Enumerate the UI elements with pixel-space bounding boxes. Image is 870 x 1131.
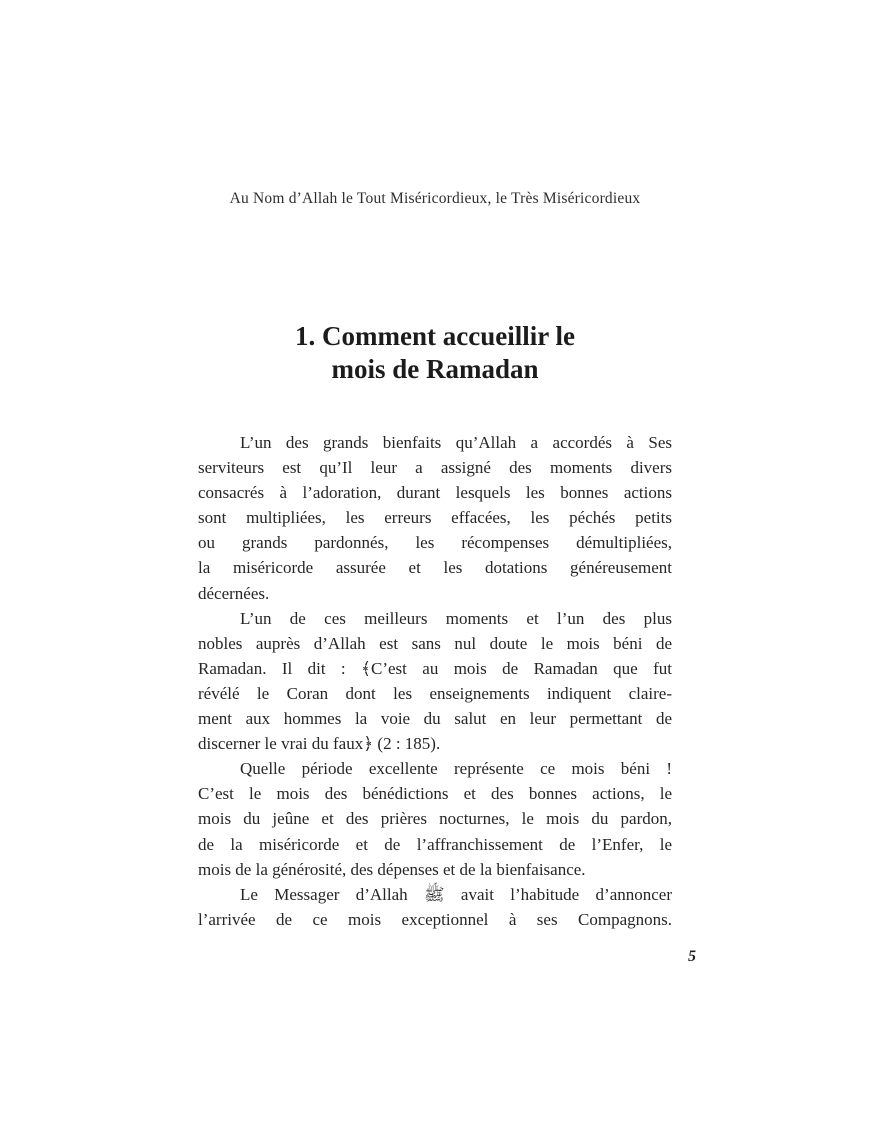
body-line: Ramadan. Il dit : ﴾C’est au mois de Ramadan que fut [198, 658, 672, 678]
page-number: 5 [688, 948, 696, 965]
body-line: la miséricorde assurée et les dotations généreusement [198, 558, 672, 578]
body-line: Quelle période excellente représente ce mois béni ! [240, 759, 672, 779]
body-line: sont multipliées, les erreurs effacées, les péchés petits [198, 508, 672, 528]
body-line: de la miséricorde et de l’affranchissement de l’Enfer, le [198, 834, 672, 854]
body-line: discerner le vrai du faux﴿ (2 : 185). [198, 734, 441, 754]
body-line: décernées. [198, 583, 270, 603]
body-line: serviteurs est qu’Il leur a assigné des moments divers [198, 458, 672, 478]
body-line: révélé le Coran dont les enseignements indiquent claire- [198, 683, 672, 703]
body-line: L’un de ces meilleurs moments et l’un des plus [240, 608, 672, 628]
body-line: nobles auprès d’Allah est sans nul doute le mois béni de [198, 633, 672, 653]
body-line: mois du jeûne et des prières nocturnes, le mois du pardon, [198, 809, 672, 829]
body-text [198, 430, 672, 932]
body-line: C’est le mois des bénédictions et des bonnes actions, le [198, 784, 672, 804]
body-line: Le Messager d’Allah ﷺ avait l’habitude d’annoncer [240, 884, 672, 904]
body-line: l’arrivée de ce mois exceptionnel à ses Compagnons. [198, 909, 672, 929]
body-line: ou grands pardonnés, les récompenses démultipliées, [198, 533, 672, 553]
body-line: L’un des grands bienfaits qu’Allah a accordés à Ses [240, 433, 672, 452]
chapter-title-line2: mois de Ramadan [331, 354, 539, 384]
bismillah-header: Au Nom d’Allah le Tout Miséricordieux, le Très Miséricordieux [229, 190, 641, 207]
body-line: mois de la générosité, des dépenses et de la bienfaisance. [198, 859, 586, 879]
body-line: ment aux hommes la voie du salut en leur permettant de [198, 709, 672, 729]
chapter-title-line1: 1. Comment accueillir le [295, 321, 575, 351]
body-line: consacrés à l’adoration, durant lesquels les bonnes actions [198, 483, 672, 503]
chapter-title [0, 320, 870, 386]
